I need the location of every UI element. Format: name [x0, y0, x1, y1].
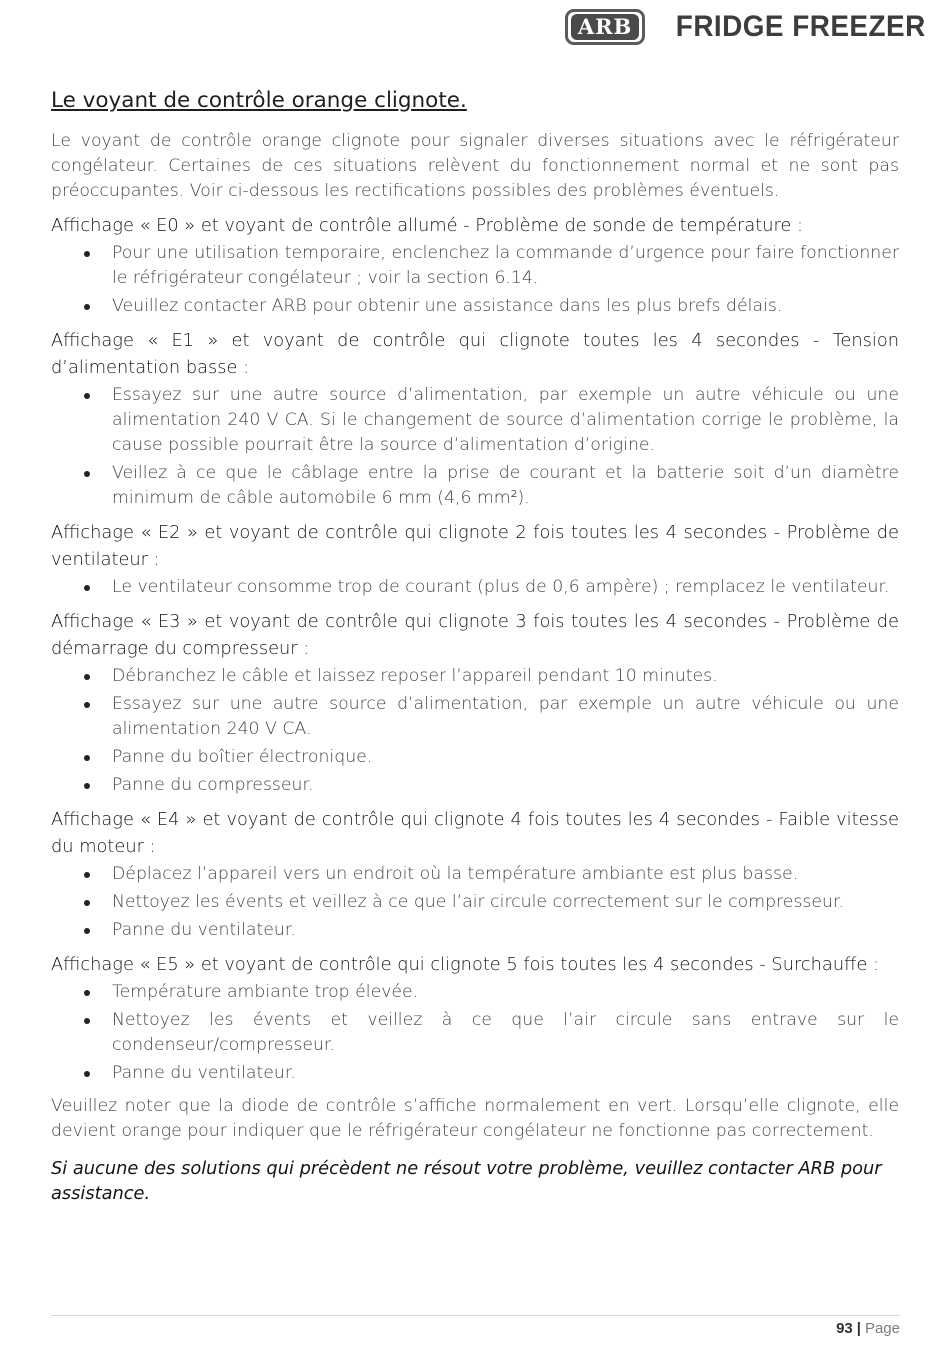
bullet-icon [84, 755, 90, 761]
bullet-icon [84, 1018, 90, 1024]
list-item-text: Pour une utilisation temporaire, enclenchez la commande d’urgence pour faire fonctionner le réfrigérateur congélateur ; voir la section 6.14. [112, 243, 899, 288]
bullet-list [51, 383, 899, 511]
bullet-icon [84, 674, 90, 680]
section-e3 [51, 608, 899, 798]
list-item-text: Température ambiante trop élevée. [112, 982, 419, 1002]
bullet-icon [84, 872, 90, 878]
bullet-icon [84, 783, 90, 789]
bullet-icon [84, 1071, 90, 1077]
section-title: Affichage « E2 » et voyant de contrôle qui clignote 2 fois toutes les 4 secondes - Problème de ventilateur : [51, 522, 899, 570]
list-item [51, 862, 899, 887]
list-item-text: Le ventilateur consomme trop de courant (plus de 0,6 ampère) ; remplacez le ventilateur. [112, 577, 890, 597]
footer-separator: | [856, 1320, 861, 1337]
section-e2 [51, 519, 899, 600]
section-e4 [51, 806, 899, 943]
list-item [51, 294, 899, 319]
logo-text: ARB [571, 14, 640, 40]
list-item [51, 1008, 899, 1058]
list-item [51, 918, 899, 943]
list-item-text: Panne du compresseur. [112, 775, 314, 795]
section-title: Affichage « E4 » et voyant de contrôle qui clignote 4 fois toutes les 4 secondes - Faible vitesse du moteur : [51, 809, 899, 857]
list-item [51, 890, 899, 915]
section-e1 [51, 327, 899, 511]
list-item-text: Veillez à ce que le câblage entre la prise de courant et la batterie soit d’un diamètre minimum de câble automobile 6 mm (4,6 mm²). [112, 463, 899, 508]
page-heading: Le voyant de contrôle orange clignote. [51, 88, 467, 113]
list-item-text: Veuillez contacter ARB pour obtenir une assistance dans les plus brefs délais. [112, 296, 783, 316]
list-item-text: Panne du boîtier électronique. [112, 747, 373, 767]
list-item [51, 241, 899, 291]
bullet-icon [84, 251, 90, 257]
list-item-text: Panne du ventilateur. [112, 1063, 296, 1083]
page-header [565, 6, 926, 48]
section-title: Affichage « E1 » et voyant de contrôle qui clignote toutes les 4 secondes - Tension d’alimentation basse : [51, 330, 899, 378]
bullet-icon [84, 702, 90, 708]
bullet-list [51, 241, 899, 319]
list-item-text: Essayez sur une autre source d’alimentation, par exemple un autre véhicule ou une alimentation 240 V CA. [112, 694, 899, 739]
main-content [51, 88, 899, 1206]
intro-paragraph: Le voyant de contrôle orange clignote pour signaler diverses situations avec le réfrigérateur congélateur. Certaines de ces situations relèvent du fonctionnement normal et ne sont pas préoccupantes. Voir ci-dessous les rectifications possibles des problèmes éventuels. [51, 131, 899, 201]
list-item [51, 745, 899, 770]
section-title: Affichage « E3 » et voyant de contrôle qui clignote 3 fois toutes les 4 secondes - Problème de démarrage du compresseur : [51, 611, 899, 659]
page-label: Page [864, 1320, 900, 1337]
list-item [51, 664, 899, 689]
section-title: Affichage « E0 » et voyant de contrôle allumé - Problème de sonde de température : [51, 215, 803, 236]
bullet-icon [84, 900, 90, 906]
list-item [51, 773, 899, 798]
bullet-icon [84, 990, 90, 996]
section-e0 [51, 212, 899, 319]
list-item [51, 575, 899, 600]
page-footer [836, 1320, 900, 1337]
list-item-text: Essayez sur une autre source d’alimentation, par exemple un autre véhicule ou une alimentation 240 V CA. Si le changement de source d’alimentation corrige le problème, la cause possible pourrait être la source d’alimentation d’origine. [112, 385, 899, 455]
list-item [51, 692, 899, 742]
header-title: FRIDGE FREEZER [676, 10, 926, 43]
bullet-list [51, 575, 899, 600]
list-item-text: Débranchez le câble et laissez reposer l’appareil pendant 10 minutes. [112, 666, 718, 686]
bullet-list [51, 862, 899, 943]
arb-logo [565, 9, 646, 45]
bullet-icon [84, 928, 90, 934]
list-item [51, 980, 899, 1005]
bullet-list [51, 664, 899, 798]
page-number: 93 [836, 1320, 853, 1337]
footer-divider [51, 1315, 900, 1316]
closing-note: Si aucune des solutions qui précèdent ne résout votre problème, veuillez contacter ARB pour assistance. [51, 1158, 882, 1204]
bullet-icon [84, 585, 90, 591]
section-title: Affichage « E5 » et voyant de contrôle qui clignote 5 fois toutes les 4 secondes - Surchauffe : [51, 954, 879, 975]
bullet-icon [84, 304, 90, 310]
list-item-text: Déplacez l’appareil vers un endroit où la température ambiante est plus basse. [112, 864, 799, 884]
list-item [51, 1061, 899, 1086]
list-item [51, 461, 899, 511]
list-item-text: Panne du ventilateur. [112, 920, 296, 940]
bullet-icon [84, 393, 90, 399]
bullet-icon [84, 471, 90, 477]
section-e5 [51, 951, 899, 1086]
list-item-text: Nettoyez les évents et veillez à ce que l’air circule sans entrave sur le condenseur/compresseur. [112, 1010, 899, 1055]
bullet-list [51, 980, 899, 1086]
list-item [51, 383, 899, 458]
list-item-text: Nettoyez les évents et veillez à ce que l’air circule correctement sur le compresseur. [112, 892, 845, 912]
note-paragraph: Veuillez noter que la diode de contrôle s’affiche normalement en vert. Lorsqu’elle clignote, elle devient orange pour indiquer que le réfrigérateur congélateur ne fonctionne pas correctement. [51, 1096, 899, 1141]
